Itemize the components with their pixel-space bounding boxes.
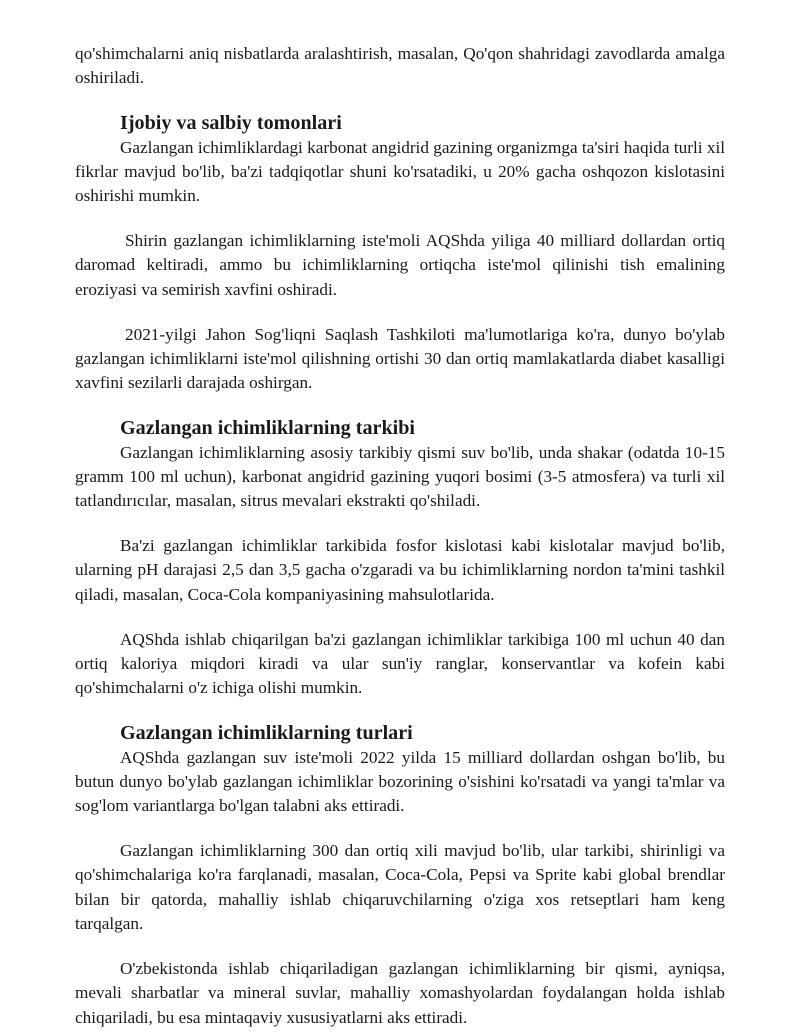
paragraph: Ba'zi gazlangan ichimliklar tarkibida fosfor kislotasi kabi kislotalar mavjud bo'lib, ularning pH darajasi 2,5 dan 3,5 gacha o'zgaradi va bu ichimliklarning nordon ta'mini tashkil qiladi, masalan, Coca-Cola kompaniyasining mahsulotlarida. bbox=[75, 536, 725, 604]
section-heading-types: Gazlangan ichimliklarning turlari bbox=[120, 722, 413, 745]
intro-paragraph: qo'shimchalarni aniq nisbatlarda aralashtirish, masalan, Qo'qon shahridagi zavodlarda amalga oshiriladi. bbox=[75, 44, 725, 88]
section-heading-pros-cons: Ijobiy va salbiy tomonlari bbox=[120, 112, 342, 135]
section-heading-composition: Gazlangan ichimliklarning tarkibi bbox=[120, 417, 415, 440]
paragraph: Gazlangan ichimliklarning 300 dan ortiq xili mavjud bo'lib, ular tarkibi, shirinligi va qo'shimchalariga ko'ra farqlanadi, masalan, Coca-Cola, Pepsi va Sprite kabi global brendlar bilan bir qatorda, mahalliy ishlab chiqaruvchilarning o'ziga xos retseptlari ham keng tarqalgan. bbox=[75, 841, 725, 933]
paragraph: Shirin gazlangan ichimliklarning iste'moli AQShda yiliga 40 milliard dollardan ortiq daromad keltiradi, ammo bu ichimliklarning ortiqcha iste'mol qilinishi tish emalining eroziyasi va semirish xavfini oshiradi. bbox=[75, 231, 725, 299]
document-page bbox=[75, 42, 725, 1030]
paragraph: 2021-yilgi Jahon Sog'liqni Saqlash Tashkiloti ma'lumotlariga ko'ra, dunyo bo'ylab gazlangan ichimliklarni iste'mol qilishning ortishi 30 dan ortiq mamlakatlarda diabet kasalligi xavfini sezilarli darajada oshirgan. bbox=[75, 324, 725, 393]
paragraph: AQShda gazlangan suv iste'moli 2022 yilda 15 milliard dollardan oshgan bo'lib, bu butun dunyo bo'ylab gazlangan ichimliklar bozorining o'sishini ko'rsatadi va yangi ta'mlar va sog'lom variantlarga bo'lgan talabni aks ettiradi. bbox=[75, 747, 725, 816]
paragraph: AQShda ishlab chiqarilgan ba'zi gazlangan ichimliklar tarkibiga 100 ml uchun 40 dan ortiq kaloriya miqdori kiradi va ular sun'iy ranglar, konservantlar va kofein kabi qo'shimchalarni o'z ichiga olishi mumkin. bbox=[75, 629, 725, 698]
paragraph: Gazlangan ichimliklarning asosiy tarkibiy qismi suv bo'lib, unda shakar (odatda 10-15 gramm 100 ml uchun), karbonat angidrid gazining yuqori bosimi (3-5 atmosfera) va turli xil tatlandırıcılar, masalan, sitrus mevalari ekstrakti qo'shiladi. bbox=[75, 442, 725, 511]
paragraph: Gazlangan ichimliklardagi karbonat angidrid gazining organizmga ta'siri haqida turli xil fikrlar mavjud bo'lib, ba'zi tadqiqotlar shuni ko'rsatadiki, u 20% gacha oshqozon kislotasini oshirishi mumkin. bbox=[75, 137, 725, 206]
paragraph: O'zbekistonda ishlab chiqariladigan gazlangan ichimliklarning bir qismi, ayniqsa, mevali sharbatlar va mineral suvlar, mahalliy xomashyolardan foydalangan holda ishlab chiqariladi, bu esa mintaqaviy xususiyatlarni aks ettiradi. bbox=[75, 959, 725, 1027]
